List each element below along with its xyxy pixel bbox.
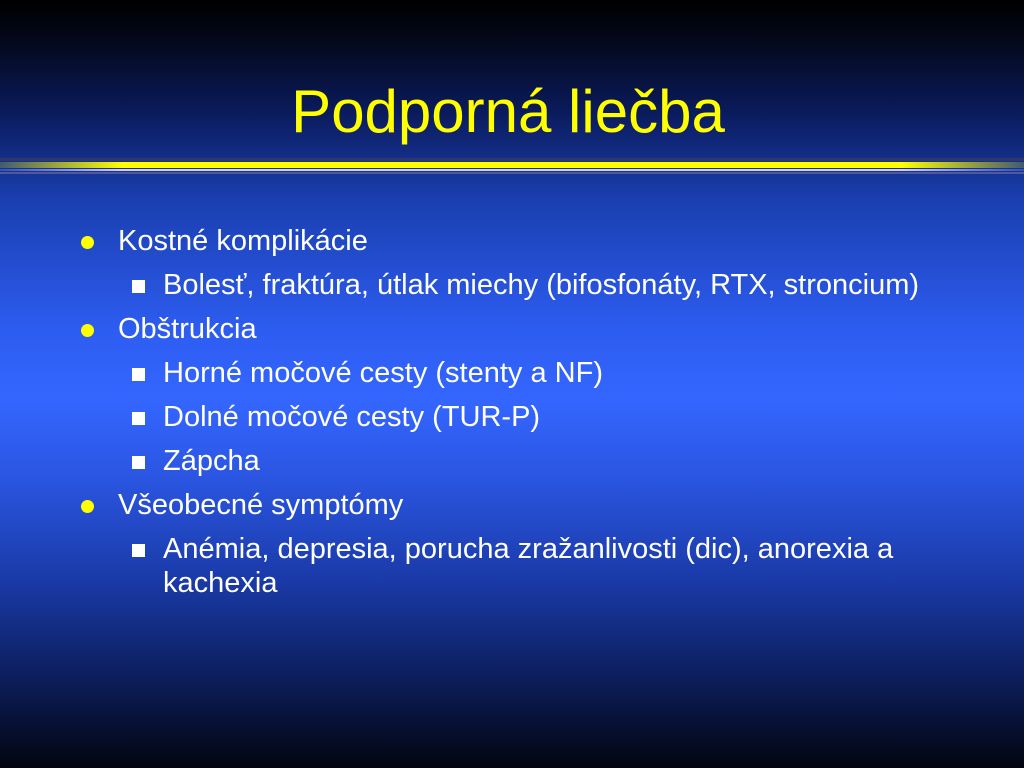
sub-bullet-text: Horné močové cesty (stenty a NF) — [163, 357, 603, 389]
bullet-text: Obštrukcia — [118, 313, 257, 345]
bullet-item — [0, 312, 938, 346]
title-divider — [0, 158, 1024, 180]
square-bullet-icon — [132, 368, 145, 381]
sub-bullet-text: Zápcha — [163, 445, 260, 477]
bullet-list — [0, 224, 1024, 610]
sub-bullet-text: Dolné močové cesty (TUR-P) — [163, 401, 541, 433]
bullet-item — [0, 224, 938, 258]
slide-title: Podporná liečba — [291, 78, 725, 145]
sub-bullet-item — [0, 356, 923, 390]
bullet-text: Kostné komplikácie — [118, 225, 368, 257]
bullet-dot-icon — [81, 324, 94, 337]
square-bullet-icon — [132, 544, 145, 557]
sub-bullet-item — [0, 400, 923, 434]
square-bullet-icon — [132, 412, 145, 425]
bullet-dot-icon — [81, 500, 94, 513]
sub-bullet-item — [0, 532, 923, 600]
square-bullet-icon — [132, 280, 145, 293]
sub-bullet-text: Anémia, depresia, porucha zražanlivosti (dic), anorexia a kachexia — [163, 533, 894, 599]
bullet-text: Všeobecné symptómy — [118, 489, 404, 521]
bullet-dot-icon — [81, 236, 94, 249]
sub-bullet-item — [0, 268, 923, 302]
sub-bullet-item — [0, 444, 923, 478]
sub-bullet-text: Bolesť, fraktúra, útlak miechy (bifosfonáty, RTX, stroncium) — [163, 269, 920, 301]
square-bullet-icon — [132, 456, 145, 469]
bullet-item — [0, 488, 938, 522]
